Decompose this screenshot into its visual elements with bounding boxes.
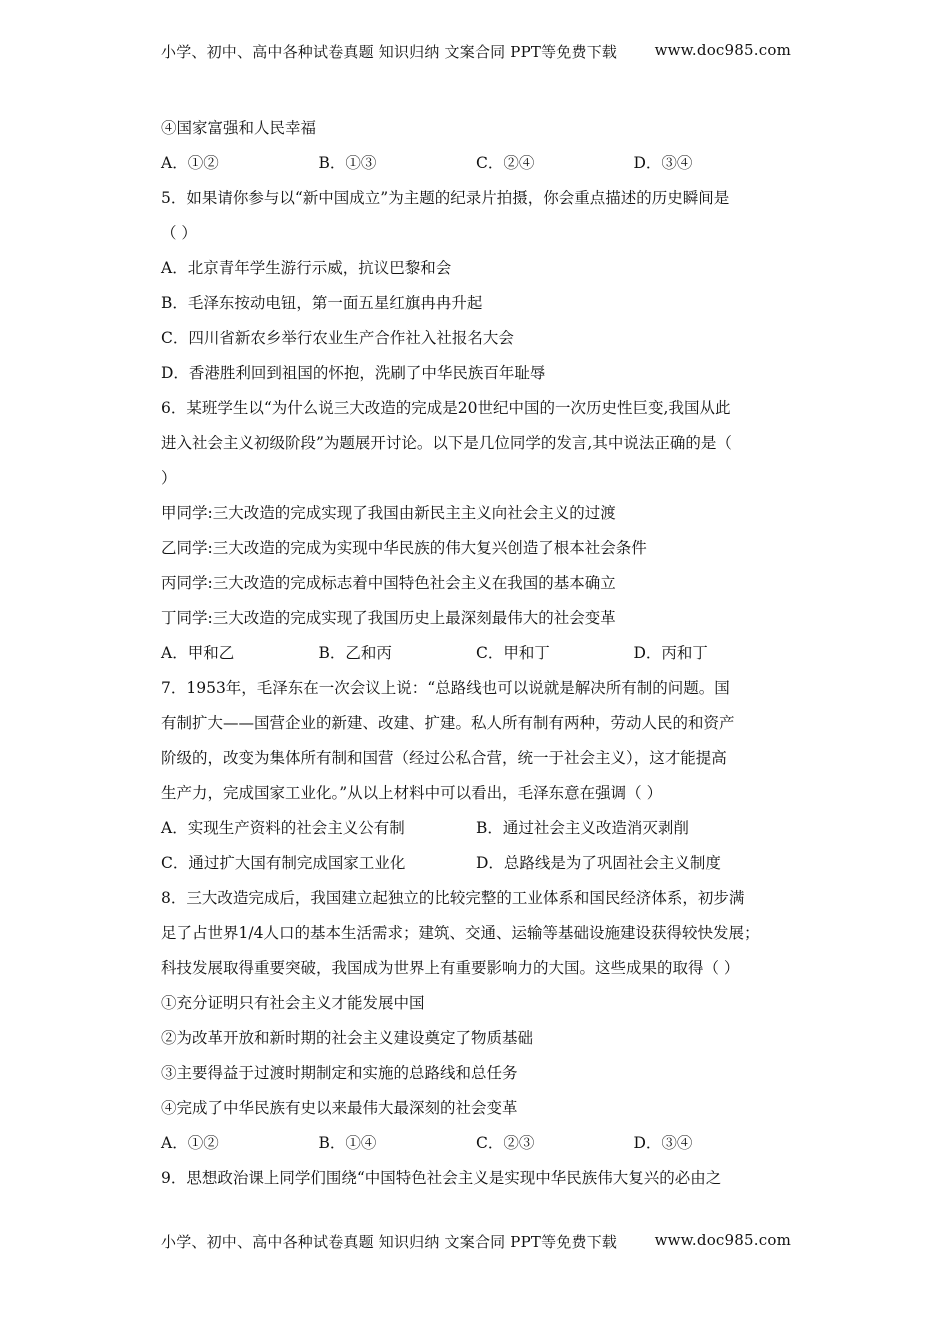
q8-stem-line-1: 8．三大改造完成后，我国建立起独立的比较完整的工业体系和国民经济体系，初步满 — [161, 889, 745, 907]
q8-stem-line-3: 科技发展取得重要突破，我国成为世界上有重要影响力的大国。这些成果的取得（ ） — [161, 959, 740, 977]
q6-statement-1: 甲同学:三大改造的完成实现了我国由新民主主义向社会主义的过渡 — [161, 504, 616, 522]
q6-statement-3: 丙同学:三大改造的完成标志着中国特色社会主义在我国的基本确立 — [161, 574, 616, 592]
q6-option-b: B．乙和丙 — [318, 644, 392, 662]
q5-option-b: B．毛泽东按动电钮，第一面五星红旗冉冉升起 — [161, 294, 483, 312]
q8-item-1: ①充分证明只有社会主义才能发展中国 — [161, 994, 425, 1012]
header-url: www.doc985.com — [654, 41, 791, 59]
q6-stem-line-3: ） — [161, 469, 177, 487]
q8-item-3: ③主要得益于过渡时期制定和实施的总路线和总任务 — [161, 1064, 518, 1082]
q6-statement-4: 丁同学:三大改造的完成实现了我国历史上最深刻最伟大的社会变革 — [161, 609, 616, 627]
q5-option-d: D．香港胜利回到祖国的怀抱，洗刷了中华民族百年耻辱 — [161, 364, 546, 382]
q7-stem-line-1: 7．1953年，毛泽东在一次会议上说：“总路线也可以说就是解决所有制的问题。国 — [161, 679, 730, 697]
q6-option-d: D．丙和丁 — [633, 644, 708, 662]
q6-options — [161, 641, 791, 676]
page-footer — [161, 1231, 791, 1252]
header-left-text: 小学、初中、高中各种试卷真题 知识归纳 文案合同 PPT等免费下载 — [161, 43, 618, 61]
q4-options — [161, 151, 791, 186]
q5-option-c: C．四川省新农乡举行农业生产合作社入社报名大会 — [161, 329, 514, 347]
exam-content — [161, 116, 791, 1201]
q6-stem-line-2: 进入社会主义初级阶段”为题展开讨论。以下是几位同学的发言,其中说法正确的是（ — [161, 434, 732, 452]
page-header — [161, 41, 791, 62]
q5-stem-line-1: 5．如果请你参与以“新中国成立”为主题的纪录片拍摄，你会重点描述的历史瞬间是 — [161, 189, 730, 207]
q7-option-a: A．实现生产资料的社会主义公有制 — [161, 819, 405, 837]
q4-option-d: D．③④ — [633, 154, 693, 172]
q8-stem-line-2: 足了占世界1/4人口的基本生活需求；建筑、交通、运输等基础设施建设获得较快发展； — [161, 924, 760, 942]
q7-stem-line-3: 阶级的，改变为集体所有制和国营（经过公私合营，统一于社会主义），这才能提高 — [161, 749, 727, 767]
q6-option-c: C．甲和丁 — [476, 644, 550, 662]
q5-option-a: A．北京青年学生游行示威，抗议巴黎和会 — [161, 259, 452, 277]
q8-option-b: B．①④ — [318, 1134, 377, 1152]
footer-left-text: 小学、初中、高中各种试卷真题 知识归纳 文案合同 PPT等免费下载 — [161, 1233, 618, 1251]
q6-statement-2: 乙同学:三大改造的完成为实现中华民族的伟大复兴创造了根本社会条件 — [161, 539, 647, 557]
q8-option-d: D．③④ — [633, 1134, 693, 1152]
q4-item-4: ④国家富强和人民幸福 — [161, 119, 317, 137]
q8-option-c: C．②③ — [476, 1134, 535, 1152]
q8-item-4: ④完成了中华民族有史以来最伟大最深刻的社会变革 — [161, 1099, 518, 1117]
q8-item-2: ②为改革开放和新时期的社会主义建设奠定了物质基础 — [161, 1029, 534, 1047]
q7-stem-line-2: 有制扩大——国营企业的新建、改建、扩建。私人所有制有两种，劳动人民的和资产 — [161, 714, 735, 732]
q4-option-c: C．②④ — [476, 154, 535, 172]
q7-stem-line-4: 生产力，完成国家工业化。”从以上材料中可以看出，毛泽东意在强调（ ） — [161, 784, 663, 802]
footer-url: www.doc985.com — [654, 1231, 791, 1249]
q7-options-row-2 — [161, 851, 791, 886]
q9-stem-line-1: 9．思想政治课上同学们围绕“中国特色社会主义是实现中华民族伟大复兴的必由之 — [161, 1169, 722, 1187]
q6-option-a: A．甲和乙 — [161, 644, 235, 662]
q4-option-a: A．①② — [161, 154, 219, 172]
q7-option-b: B．通过社会主义改造消灭剥削 — [476, 819, 689, 837]
q7-option-c: C．通过扩大国有制完成国家工业化 — [161, 854, 406, 872]
q5-stem-line-2: （ ） — [161, 224, 197, 242]
q4-option-b: B．①③ — [318, 154, 377, 172]
q6-stem-line-1: 6．某班学生以“为什么说三大改造的完成是20世纪中国的一次历史性巨变,我国从此 — [161, 399, 731, 417]
q8-options — [161, 1131, 791, 1166]
q8-option-a: A．①② — [161, 1134, 219, 1152]
q7-options-row-1 — [161, 816, 791, 851]
q7-option-d: D．总路线是为了巩固社会主义制度 — [476, 854, 721, 872]
